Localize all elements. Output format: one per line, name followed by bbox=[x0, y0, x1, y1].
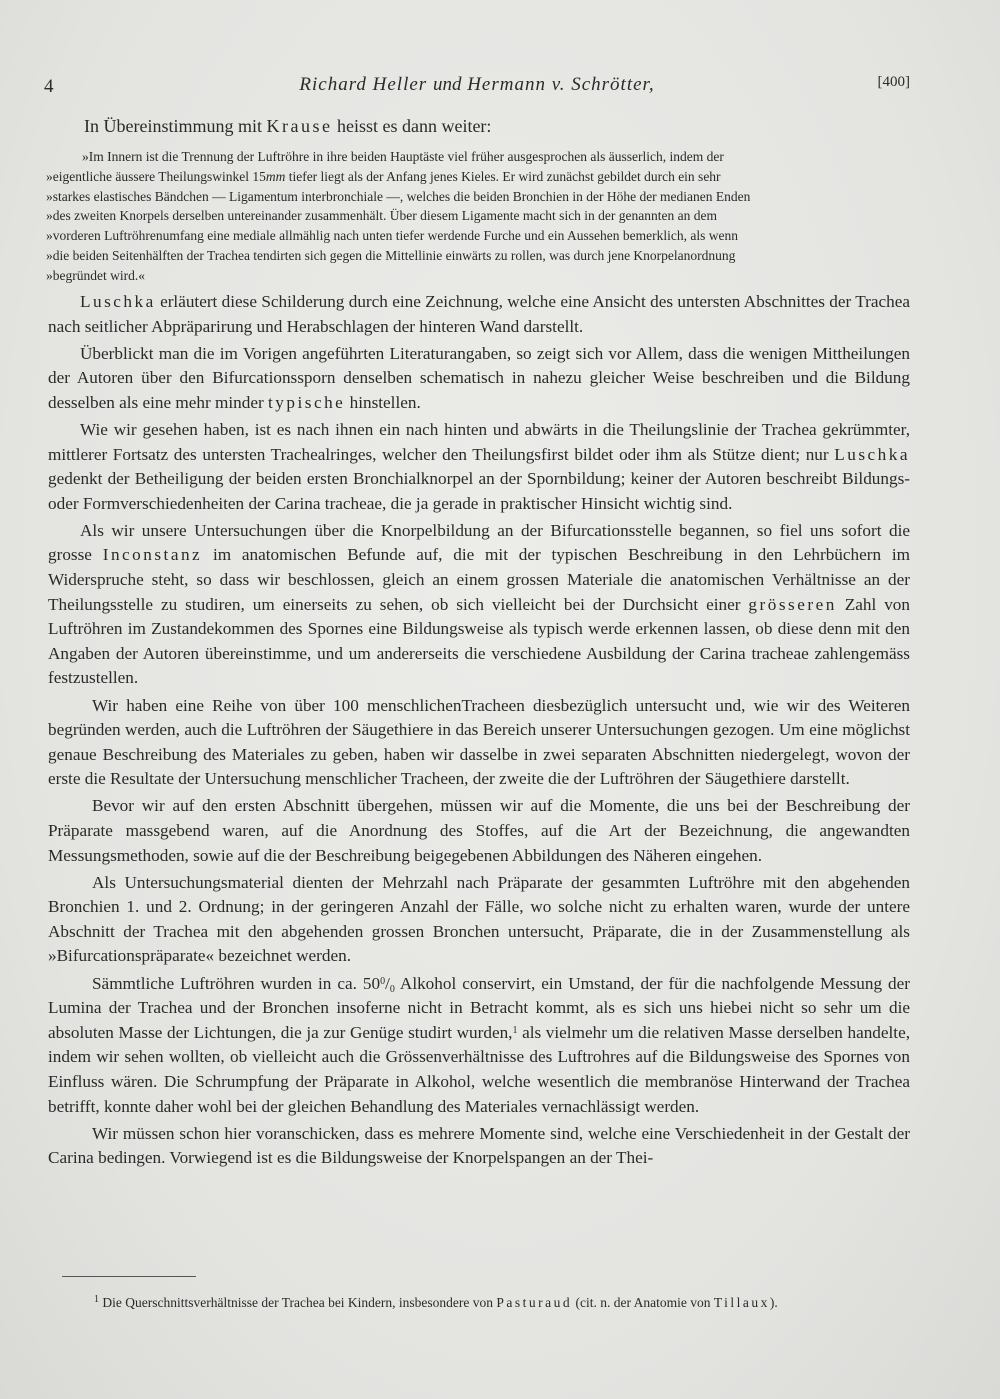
paragraph-text: Alkohol conservirt, ein Umstand, der für die nachfolgende Messung der Lumina der Trachea und der Bronchen insoferne nicht in Betracht kommt, als es sich uns hiebei nicht so sehr um die absoluten Masse der Lichtungen, die ja zur Genüge studirt wurden, bbox=[48, 973, 910, 1042]
emphasis-inconstanz: Inconstanz bbox=[102, 545, 203, 565]
quote-text: »eigentliche äussere Theilungswinkel 15 bbox=[46, 168, 266, 184]
paragraph-7: Als Untersuchungsmaterial dienten der Mehrzahl nach Präparate der gesammten Luftröhre mit den abgehenden Bronchien 1. und 2. Ordnung; in der geringeren Anzahl der Fälle, wo solche nicht zu erhalten waren, wurde der untere Abschnitt der Trachea mit den abgehenden grossen Bronchen untersucht, Präparate, die in der Zusammenstellung als »Bifurcationspräparate« bezeichnet werden. bbox=[48, 872, 910, 966]
footnote-text: ). bbox=[769, 1295, 778, 1310]
footnote-rule bbox=[62, 1276, 196, 1277]
quote-line: »die beiden Seitenhälften der Trachea tendirten sich gegen die Mittellinie einwärts zu rollen, was durch jene Knorpelanordnung bbox=[46, 247, 736, 263]
title-conjunction: und bbox=[432, 74, 462, 95]
author-name-luschka: Luschka bbox=[834, 444, 910, 464]
running-header bbox=[44, 74, 910, 104]
quote-text: tiefer liegt als der Anfang jenes Kieles. Er wird zunächst gebildet durch ein sehr bbox=[285, 168, 721, 184]
paragraph-5: Wir haben eine Reihe von über 100 menschlichenTracheen diesbezüglich untersucht und, wie wir des Weiteren begründen werden, auch die Luftröhren der Säugethiere in das Bereich unserer Untersuchungen gezogen. Um eine möglichst genaue Beschreibung des Materiales zu geben, haben wir dasselbe in zwei separaten Abschnitten niedergelegt, wovon der erste die Resultate der Untersuchung menschlicher Tracheen, der zweite die der Luftröhren der Säugethiere darstellt. bbox=[48, 695, 910, 789]
block-quote bbox=[46, 147, 908, 286]
percent-slash: / bbox=[385, 973, 390, 993]
paragraph-2 bbox=[48, 342, 910, 416]
author-name-luschka: Luschka bbox=[80, 292, 156, 311]
paragraph-text: erläutert diese Schilderung durch eine Zeichnung, welche eine Ansicht des untersten Abschnittes der Trachea nach seitlicher Abpräparirung und Herabschlagen der hinteren Wand darstellt. bbox=[48, 292, 910, 336]
paragraph-9: Wir müssen schon hier voranschicken, dass es mehrere Momente sind, welche eine Verschiedenheit in der Gestalt der Carina bedingen. Vorwiegend ist es die Bildungsweise der Knorpelspangen an der Thei- bbox=[48, 1123, 910, 1168]
author-name-pasturaud: Pasturaud bbox=[496, 1295, 573, 1310]
body-text bbox=[48, 290, 910, 1173]
quote-line: »Im Innern ist die Trennung der Luftröhre in ihre beiden Hauptäste viel früher ausgesprochen als äusserlich, indem der bbox=[82, 149, 724, 164]
quote-line bbox=[46, 167, 908, 187]
paragraph-3 bbox=[48, 418, 910, 516]
percent-sub: 0 bbox=[389, 983, 395, 995]
running-title bbox=[44, 74, 910, 96]
intro-text-a: In Übereinstimmung mit bbox=[84, 116, 262, 136]
paragraph-text: Als wir unsere Untersuchungen über die Knorpelbildung an der Bifurcationsstelle begannen, so fiel uns sofort die grosse bbox=[48, 520, 910, 565]
author-2: Hermann v. Schrötter, bbox=[467, 74, 655, 95]
author-name-tillaux: Tillaux bbox=[713, 1295, 770, 1310]
author-name-krause: Krause bbox=[266, 116, 333, 136]
paragraph-6: Bevor wir auf den ersten Abschnitt übergehen, müssen wir auf die Momente, die uns bei der Beschreibung der Präparate massgebend waren, auf die Anordnung des Stoffes, auf die Art der Bezeichnung, die angewandten Messungsmethoden, sowie auf die der Beschreibung beigegebenen Abbildungen des Näheren eingehen. bbox=[48, 796, 910, 865]
page-number: 4 bbox=[44, 76, 54, 97]
quote-line: »des zweiten Knorpels derselben untereinander zusammenhält. Über diesem Ligamente macht sich in der genannten an dem bbox=[46, 208, 718, 224]
footnote bbox=[94, 1294, 914, 1312]
quote-line: »begründet wird.« bbox=[46, 267, 145, 283]
footnote-number: 1 bbox=[94, 1294, 99, 1305]
paragraph-text: Zahl von Luftröhren im Zustandekommen des Spornes eine Bildungsweise als typisch werde erkennen lassen, ob diese denn mit den Angaben der Autoren übereinstimme, und um andererseits die verschiedene Ausbildung der Carina tracheae zahlengemäss festzustellen. bbox=[48, 594, 910, 688]
paragraph-text: Überblickt man die im Vorigen angeführten Literaturangaben, so zeigt sich vor Allem, dass die wenigen Mittheilungen der Autoren über den Bifurcationssporn denselben schematisch in nahezu gleicher Weise beschreiben und die Bildung desselben als eine mehr minder bbox=[48, 343, 910, 412]
emphasis-groesseren: grösseren bbox=[748, 594, 837, 614]
paragraph-text: als vielmehr um die relativen Masse derselben handelte, indem wir sehen wollten, ob vielleicht auch die Grössenverhältnisse des Luftrohres auf die Bildungsweise des Spornes von Einfluss wären. Die Schrumpfung der Präparate in Alkohol, welche wesentlich die membranöse Hinterwand der Trachea betrifft, konnte daher wohl bei der gleichen Behandlung des Materiales vernachlässigt werden. bbox=[48, 1022, 910, 1116]
paragraph-text: gedenkt der Betheiligung der beiden ersten Bronchialknorpel an der Spornbildung; keiner der Autoren beschreibt Bildungs- oder Formverschiedenheiten der Carina tracheae, die ja gerade in praktischer Hinsicht wichtig sind. bbox=[48, 469, 910, 513]
author-1: Richard Heller bbox=[299, 74, 428, 95]
intro-text-b: heisst es dann weiter: bbox=[336, 116, 492, 136]
quote-line: »vorderen Luftröhrenumfang eine mediale allmählig nach unten tiefer werdende Furche und ein Aussehen bemerklich, als wenn bbox=[46, 228, 739, 244]
paragraph-text: Wie wir gesehen haben, ist es nach ihnen ein nach hinten und abwärts in die Theilungslinie der Trachea gekrümmter, mittlerer Fortsatz des untersten Trachealringes, welcher den Theilungsfirst bildet oder ihm als Stütze dient; nur bbox=[48, 419, 910, 464]
percent-sup: 0 bbox=[380, 975, 386, 987]
quote-line: »starkes elastisches Bändchen — Ligamentum interbronchiale —, welches die beiden Bronchien in der Höhe der medianen Enden bbox=[46, 188, 751, 204]
paragraph-text: Sämmtliche Luftröhren wurden in ca. 50 bbox=[92, 973, 381, 993]
paragraph-text: hinstellen. bbox=[345, 392, 421, 412]
footnote-marker: 1 bbox=[512, 1024, 518, 1036]
paragraph-4 bbox=[48, 519, 910, 691]
paragraph-1 bbox=[48, 290, 910, 339]
unit-mm: mm bbox=[265, 168, 286, 184]
footnote-text: Die Querschnittsverhältnisse der Trachea bei Kindern, insbesondere von bbox=[99, 1295, 497, 1310]
page-reference: [400] bbox=[877, 74, 910, 90]
emphasis-typische: typische bbox=[268, 392, 346, 412]
paragraph-8 bbox=[48, 972, 910, 1120]
intro-line bbox=[84, 116, 491, 137]
paragraph-text: im anatomischen Befunde auf, die mit der typischen Beschreibung in den Lehrbüchern im Widerspruche steht, so dass wir beschlossen, gleich an einem grossen Materiale die anatomischen Verhältnisse an der Theilungsstelle zu studiren, um einerseits zu sehen, ob sich vielleicht bei der Durchsicht einer bbox=[48, 545, 910, 614]
footnote-text: (cit. n. der Anatomie von bbox=[572, 1295, 714, 1310]
